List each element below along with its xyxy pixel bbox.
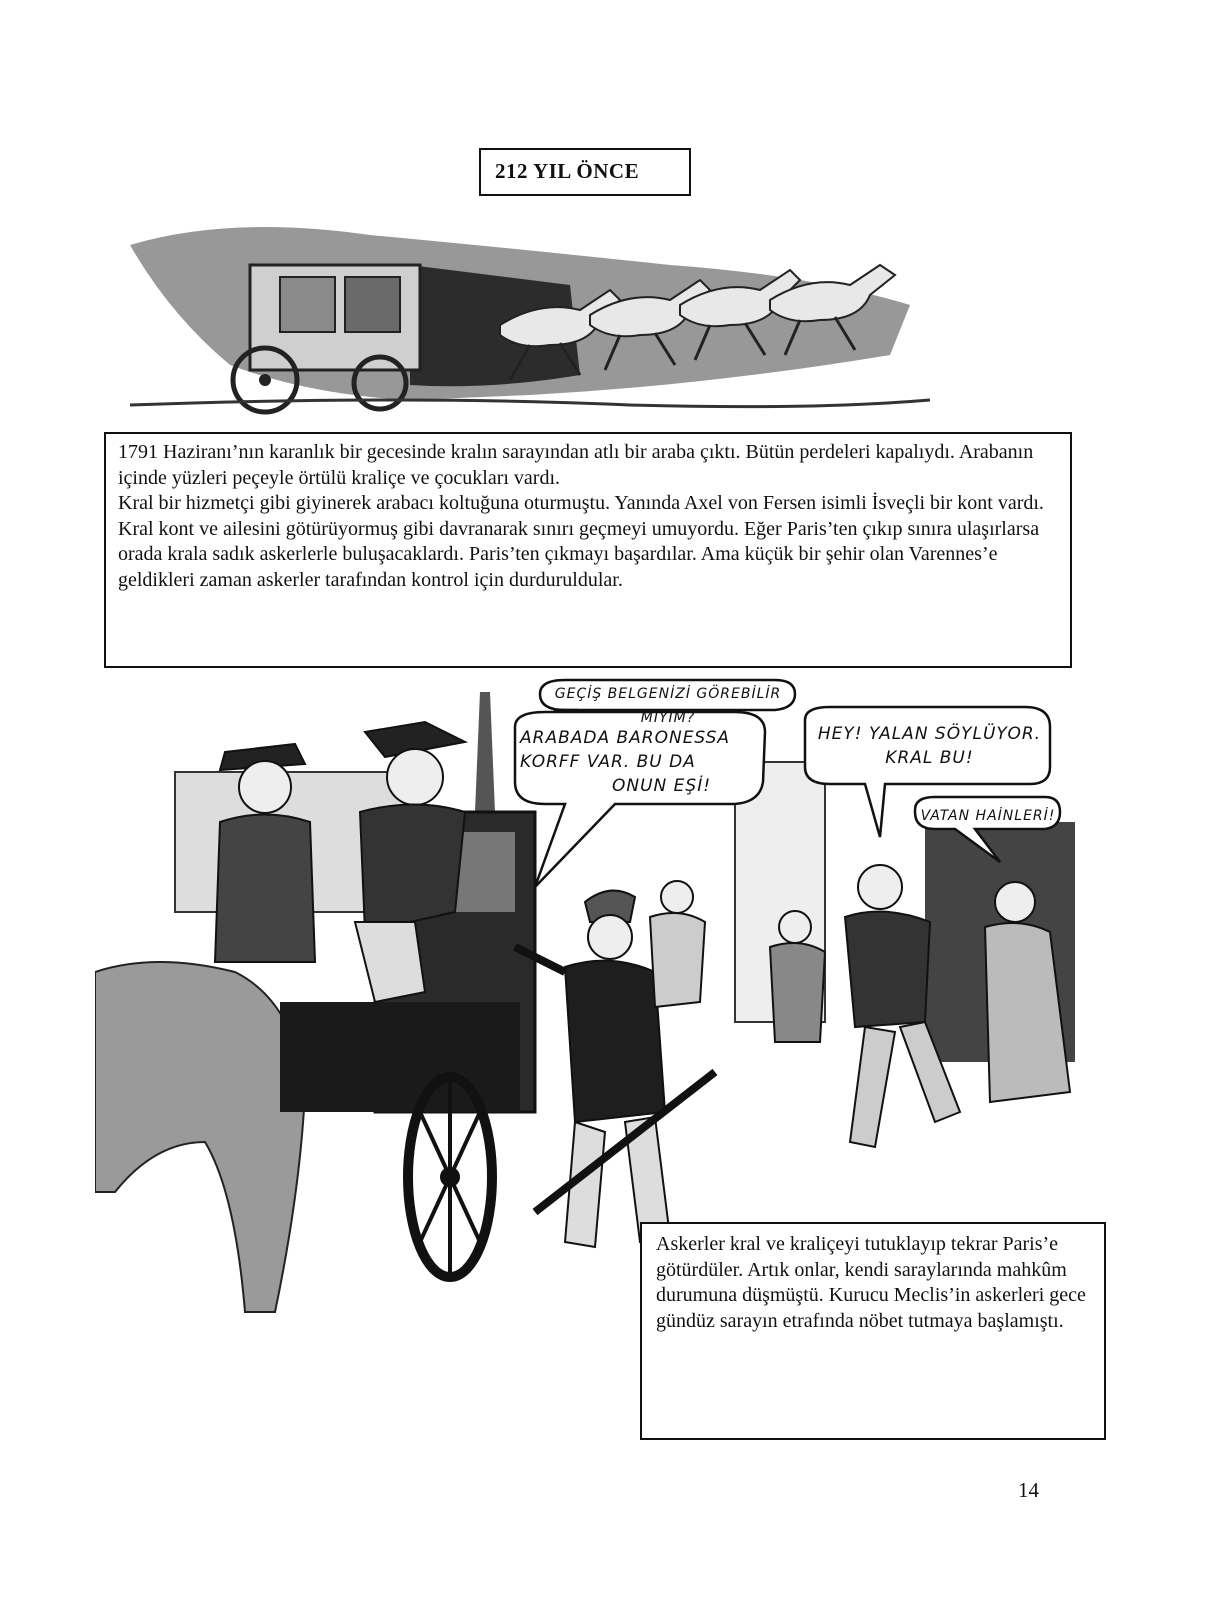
caption-text: Askerler kral ve kraliçeyi tutuklayıp tekrar Paris’e götürdüler. Artık onlar, kendi saraylarında mahkûm durumuna düşmüştü. Kurucu Meclis’in askerleri gece gündüz sarayın etrafında nöbet tutmaya başlamıştı. [656, 1233, 1086, 1332]
speech-bubble-king [812, 722, 1047, 770]
page-number: 14 [1018, 1478, 1039, 1502]
carriage-illustration [110, 205, 940, 420]
speech-bubble-line: KORFF VAR. BU DA [520, 752, 696, 772]
speech-bubble-line: ONUN EŞİ! [612, 776, 712, 796]
speech-bubble-baroness [520, 726, 760, 798]
speech-bubble-traitors: VATAN HAİNLERİ! [920, 808, 1056, 824]
story-text-box [104, 432, 1072, 668]
story-paragraph: Kral bir hizmetçi gibi giyinerek arabacı koltuğuna oturmuştu. Yanında Axel von Fersen isimli İsveçli bir kont vardı. Kral kont ve ailesini götürüyormuş gibi davranarak sınırı geçmeyi umuyordu. Eğer Paris’ten çıkıp sınıra ulaşırlarsa orada krala sadık askerlerle buluşacaklardı. Paris’ten çıkmayı başardılar. Ama küçük bir şehir olan Varennes’e geldikleri zaman askerler tarafından kontrol için durduruldular. [118, 492, 1044, 591]
speech-bubble-line: ARABADA BARONESSA [520, 728, 731, 748]
page-title: 212 YIL ÖNCE [479, 148, 691, 196]
speech-bubble-passport: GEÇİŞ BELGENİZİ GÖREBİLİR MİYİM? [554, 686, 782, 726]
speech-bubble-line: HEY! YALAN SÖYLÜYOR. [817, 724, 1042, 744]
speech-bubble-line: KRAL BU! [885, 748, 974, 768]
caption-text-box [640, 1222, 1106, 1440]
story-paragraph: 1791 Haziranı’nın karanlık bir gecesinde kralın sarayından atlı bir araba çıktı. Bütün perdeleri kapalıydı. Arabanın içinde yüzleri peçeyle örtülü kraliçe ve çocukları vardı. [118, 441, 1034, 489]
